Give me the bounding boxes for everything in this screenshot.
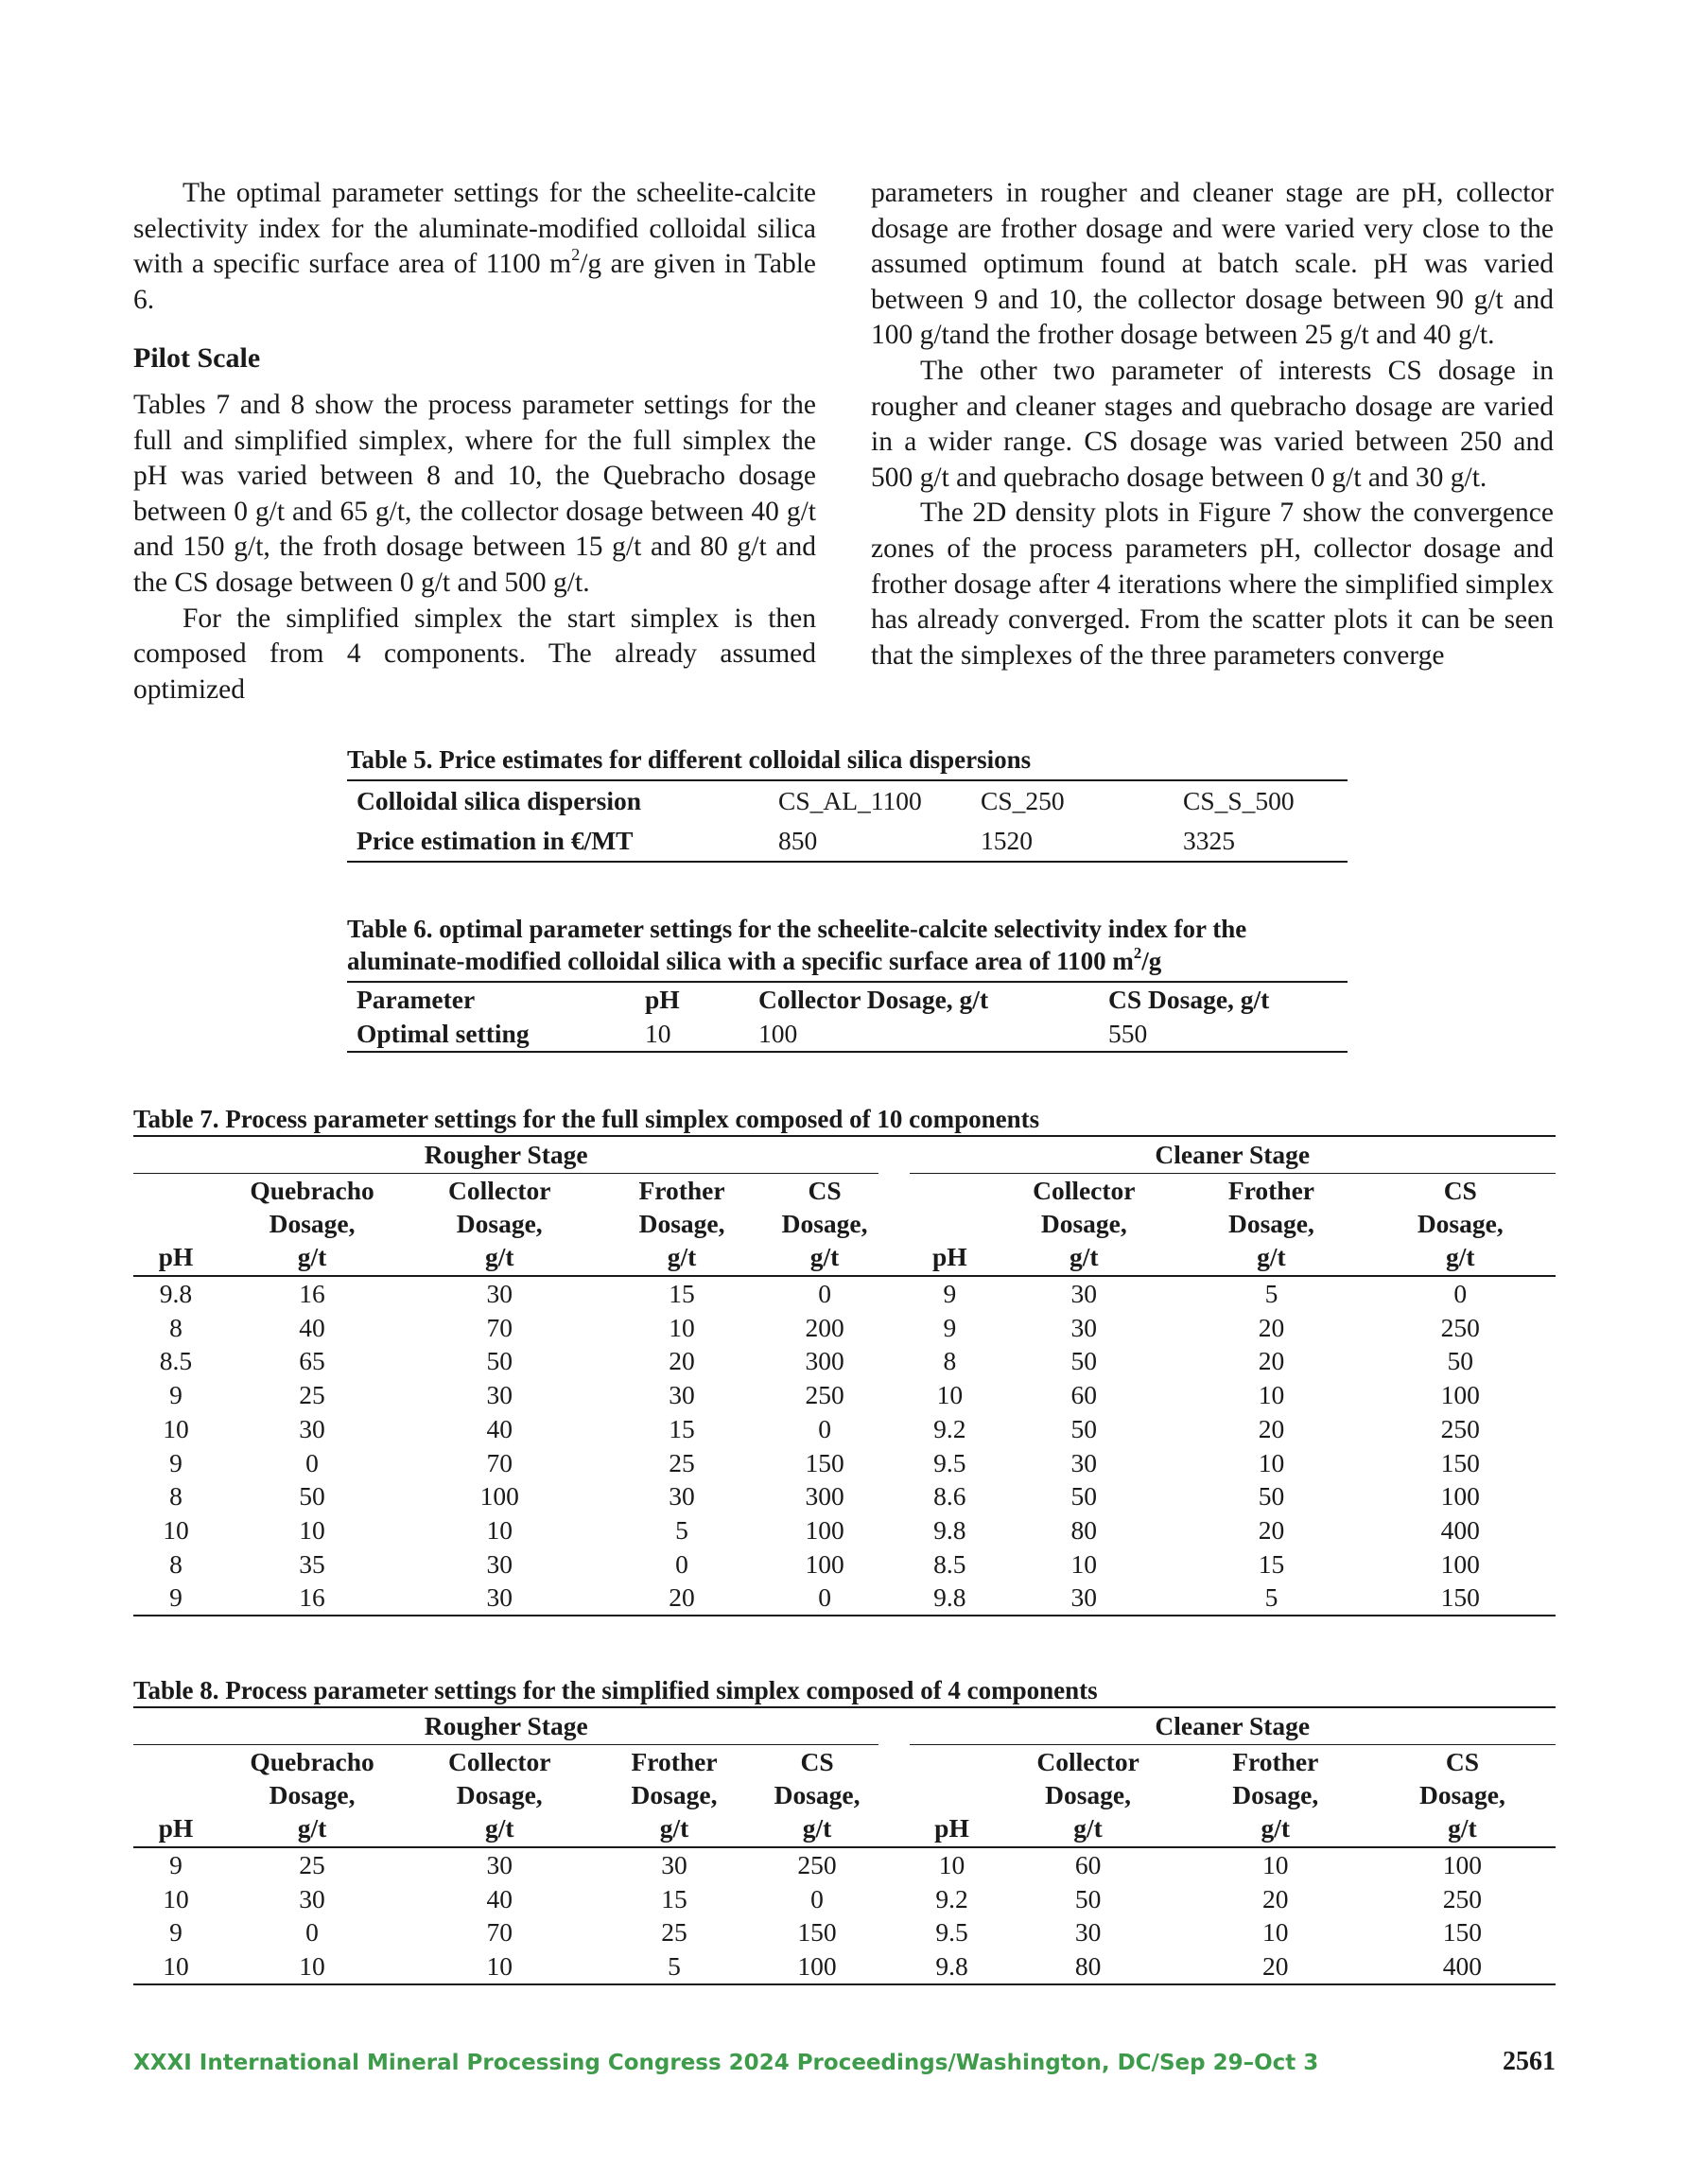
table-row <box>133 1547 1556 1581</box>
header-line: g/t <box>1257 1242 1286 1271</box>
table-cell: 5 <box>1264 1279 1278 1308</box>
header-line: g/t <box>809 1242 840 1271</box>
table-6-title-line2: aluminate-modified colloidal silica with a specific surface area of 1100 m <box>347 947 1134 975</box>
header-line: Frother <box>1227 1176 1315 1205</box>
header-line: Dosage, <box>456 1780 543 1809</box>
table-cell: 20 <box>1258 1346 1285 1376</box>
header-line: Dosage, <box>1045 1780 1132 1809</box>
table-row <box>133 1446 1556 1480</box>
table-cell: 60 <box>1074 1850 1102 1879</box>
header-line: Quebracho <box>250 1747 374 1776</box>
stage-gap <box>878 1547 909 1581</box>
paragraph-text: The optimal parameter settings for the scheelite-calcite selectivity index for the aluminate-modified colloidal silica with a specific surface area of 1100 m <box>133 178 816 280</box>
table-cell: 8.5 <box>933 1548 966 1579</box>
table-row <box>347 780 1348 821</box>
table-cell: 250 <box>797 1850 837 1879</box>
header-line: g/t <box>1261 1813 1291 1843</box>
header-line: Dosage, <box>1417 1209 1504 1238</box>
header-line: Dosage, <box>456 1209 543 1238</box>
col-header-ph: pH <box>910 1745 995 1848</box>
table-cell: 200 <box>805 1312 844 1342</box>
col-header-cs <box>756 1745 879 1848</box>
col-header-ph: pH <box>133 1745 218 1848</box>
table-cell: 150 <box>1365 1581 1556 1616</box>
table-cell: CS_S_500 <box>1183 786 1295 815</box>
col-header-quebracho <box>218 1745 406 1848</box>
header-line: Dosage, <box>1040 1209 1127 1238</box>
table-cell: 60 <box>1070 1380 1098 1410</box>
table-cell: 50 <box>1070 1346 1098 1376</box>
table-cell: 5 <box>593 1949 755 1984</box>
table-row <box>133 1949 1556 1984</box>
table-cell: 150 <box>805 1447 844 1477</box>
header-line: g/t <box>667 1242 697 1271</box>
table-cell: 850 <box>778 826 818 855</box>
table-row <box>133 1915 1556 1949</box>
table-7-title: Table 7. Process parameter settings for the full simplex composed of 10 components <box>133 1105 1040 1133</box>
table-cell: 0 <box>675 1548 688 1579</box>
table-cell: 10 <box>218 1949 406 1984</box>
table-cell: 10 <box>1258 1380 1285 1410</box>
table-cell: 300 <box>805 1481 844 1511</box>
header-line: g/t <box>297 1242 327 1271</box>
footer-conference-text: XXXI International Mineral Processing Congress 2024 Proceedings/Washington, DC/Sep 29–Oct 3 <box>133 2051 1319 2075</box>
table-cell: 15 <box>1258 1548 1285 1579</box>
table-cell: 50 <box>1258 1481 1285 1511</box>
right-column <box>871 176 1554 673</box>
table-6-grid <box>347 981 1348 1053</box>
section-heading-pilot-scale: Pilot Scale <box>133 342 261 375</box>
table-cell: 30 <box>299 1883 325 1913</box>
table-6-title <box>347 913 1348 977</box>
table-cell: 10 <box>1262 1917 1289 1948</box>
table-cell: 20 <box>1182 1949 1369 1984</box>
table-cell: 10 <box>936 1380 964 1410</box>
header-line: Dosage, <box>1418 1780 1505 1809</box>
stage-gap <box>878 1949 909 1984</box>
table-cell: 8 <box>943 1346 957 1376</box>
table-cell: 100 <box>1442 1850 1483 1879</box>
table-row <box>133 1344 1556 1378</box>
table-5-title: Table 5. Price estimates for different colloidal silica dispersions <box>347 745 1032 774</box>
table-cell: 25 <box>299 1380 325 1410</box>
table-cell: 10 <box>163 1883 189 1913</box>
table-cell: 9.5 <box>935 1917 968 1948</box>
stage-gap <box>878 1581 909 1616</box>
header-line: Dosage, <box>269 1209 356 1238</box>
stage-gap <box>878 1479 909 1513</box>
header-line: CS <box>808 1176 842 1205</box>
stage-gap <box>878 1378 909 1412</box>
header-line: g/t <box>1070 1242 1099 1271</box>
table-cell: 400 <box>1440 1514 1480 1545</box>
table-cell: 16 <box>218 1581 406 1616</box>
superscript: 2 <box>571 244 581 264</box>
paragraph-other-parameters: The other two parameter of interests CS dosage in rougher and cleaner stages and quebracho dosage are varied in a wider range. CS dosage was varied between 250 and 500 g/t and quebracho dosage between 0 g/t and 30 g/t. <box>871 355 1554 493</box>
stage-gap <box>878 1513 909 1547</box>
table-cell: 10 <box>1070 1548 1098 1579</box>
table-cell: Price estimation in €/MT <box>357 826 634 855</box>
paragraph-parameters: parameters in rougher and cleaner stage are pH, collector dosage are frother dosage and were varied very close to the assumed optimum found at batch scale. pH was varied between 9 and 10, the collector dosage between 90 g/t and 100 g/tand the frother dosage between 25 g/t and 40 g/t. <box>871 178 1554 351</box>
table-row <box>133 1479 1556 1513</box>
header-line: Dosage, <box>781 1209 868 1238</box>
table-cell: 30 <box>1074 1917 1102 1948</box>
col-header-collector <box>995 1745 1182 1848</box>
table-cell: 30 <box>1070 1279 1098 1308</box>
table-cell: 10 <box>645 1019 671 1048</box>
header-line: g/t <box>484 1813 514 1843</box>
table-6 <box>347 913 1348 1053</box>
table-row <box>133 1378 1556 1412</box>
table-cell: 20 <box>669 1346 695 1376</box>
table-cell: 10 <box>299 1514 325 1545</box>
table-cell: 9.5 <box>933 1447 966 1477</box>
table-cell: 150 <box>1440 1447 1480 1477</box>
table-cell: 250 <box>1440 1413 1480 1443</box>
column-header-row <box>133 1745 1556 1848</box>
header-line: g/t <box>297 1813 327 1843</box>
table-cell: 100 <box>1440 1548 1480 1579</box>
header-line: Dosage, <box>1232 1780 1319 1809</box>
table-cell: Optimal setting <box>357 1019 530 1048</box>
stage-gap <box>878 1707 909 1745</box>
rougher-stage-label: Rougher Stage <box>133 1707 878 1745</box>
table-row <box>133 1412 1556 1446</box>
table-cell: 9 <box>133 1581 218 1616</box>
stage-gap <box>878 1344 909 1378</box>
superscript: 2 <box>1133 943 1142 962</box>
stage-header-row <box>133 1707 1556 1745</box>
table-cell: 0 <box>1453 1279 1468 1308</box>
table-5-grid <box>347 779 1348 863</box>
stage-gap <box>878 1847 909 1882</box>
col-header-frother <box>593 1745 755 1848</box>
table-cell: 70 <box>486 1917 513 1948</box>
table-cell: 10 <box>163 1514 189 1545</box>
table-row <box>347 821 1348 862</box>
table-cell: 8.5 <box>159 1346 193 1376</box>
table-cell: 5 <box>1177 1581 1365 1616</box>
table-cell: 9.8 <box>159 1279 193 1308</box>
table-cell: 100 <box>479 1481 519 1511</box>
header-line: g/t <box>1445 1242 1475 1271</box>
table-8-body <box>133 1847 1556 1984</box>
table-cell: 80 <box>995 1949 1182 1984</box>
table-cell: 30 <box>299 1413 325 1443</box>
header-line: CS <box>800 1747 834 1776</box>
table-cell: 9.2 <box>935 1883 968 1913</box>
table-cell: 50 <box>1074 1883 1102 1913</box>
stage-gap <box>878 1446 909 1480</box>
header-line: Dosage, <box>631 1780 718 1809</box>
table-cell: 10 <box>133 1949 218 1984</box>
table-6-title-line1: Table 6. optimal parameter settings for the scheelite-calcite selectivity index for the <box>347 915 1247 943</box>
table-cell: 20 <box>1262 1883 1289 1913</box>
col-header-collector <box>406 1745 593 1848</box>
header-line: CS <box>1445 1747 1479 1776</box>
table-cell: 70 <box>486 1447 513 1477</box>
table-cell: 15 <box>661 1883 687 1913</box>
table-cell: CS_250 <box>981 786 1065 815</box>
table-cell: 3325 <box>1183 826 1235 855</box>
stage-gap <box>878 1915 909 1949</box>
table-8-title: Table 8. Process parameter settings for the simplified simplex composed of 4 components <box>133 1676 1098 1704</box>
table-cell: 100 <box>805 1514 844 1545</box>
col-header-cs <box>771 1174 879 1277</box>
table-cell: 10 <box>486 1514 513 1545</box>
table-cell: 250 <box>1440 1312 1480 1342</box>
table-cell: 8.6 <box>933 1481 966 1511</box>
stage-gap <box>878 1882 909 1916</box>
table-cell: 8 <box>169 1548 183 1579</box>
table-cell: 50 <box>1070 1481 1098 1511</box>
stage-gap <box>878 1276 909 1311</box>
table-7-body <box>133 1276 1556 1616</box>
header-line: Quebracho <box>250 1176 374 1205</box>
table-cell: 0 <box>771 1581 879 1616</box>
col-header-cs <box>1369 1745 1556 1848</box>
table-cell: 80 <box>1070 1514 1098 1545</box>
table-cell: 25 <box>299 1850 325 1879</box>
table-cell: 30 <box>661 1850 687 1879</box>
table-row <box>133 1513 1556 1547</box>
stage-header-row <box>133 1136 1556 1174</box>
header-line: CS <box>1443 1176 1477 1205</box>
table-8 <box>133 1674 1556 1985</box>
table-cell: 9.8 <box>910 1949 995 1984</box>
cleaner-stage-label: Cleaner Stage <box>910 1136 1556 1174</box>
table-cell: 30 <box>1070 1312 1098 1342</box>
table-cell: 40 <box>486 1883 513 1913</box>
table-cell: 10 <box>1258 1447 1285 1477</box>
table-header-cell: CS Dosage, g/t <box>1108 985 1270 1014</box>
paragraph-tables-7-8: Tables 7 and 8 show the process parameter settings for the full and simplified simplex, where for the full simplex the pH was varied between 8 and 10, the Quebracho dosage between 0 g/t and 65 g/t, the collector dosage between 40 g/t and 150 g/t, the froth dosage between 15 g/t and 80 g/t and the CS dosage between 0 g/t and 500 g/t. <box>133 389 816 598</box>
header-line: Dosage, <box>1228 1209 1314 1238</box>
table-header-cell: Collector Dosage, g/t <box>758 985 989 1014</box>
table-cell: CS_AL_1100 <box>778 786 922 815</box>
header-line: Frother <box>631 1747 718 1776</box>
left-column <box>133 176 816 708</box>
col-header-collector <box>990 1174 1177 1277</box>
table-cell: 10 <box>669 1312 695 1342</box>
table-cell: 20 <box>1258 1312 1285 1342</box>
table-cell: 250 <box>1442 1883 1483 1913</box>
stage-gap <box>878 1412 909 1446</box>
table-row <box>133 1882 1556 1916</box>
table-cell: 20 <box>1258 1413 1285 1443</box>
table-7-grid <box>133 1135 1556 1616</box>
header-line: Collector <box>448 1747 551 1776</box>
table-cell: 250 <box>805 1380 844 1410</box>
header-line: g/t <box>484 1242 514 1271</box>
table-cell: 9.8 <box>910 1581 991 1616</box>
table-cell: 30 <box>486 1380 513 1410</box>
col-header-frother <box>1182 1745 1369 1848</box>
header-line: Collector <box>1036 1747 1139 1776</box>
header-line: Frother <box>1232 1747 1319 1776</box>
table-cell: 50 <box>1070 1413 1098 1443</box>
table-cell: 0 <box>818 1279 831 1308</box>
table-cell: 9.2 <box>933 1413 966 1443</box>
table-row <box>347 1017 1348 1052</box>
paragraph-optimal-settings <box>133 176 816 318</box>
col-header-ph: pH <box>133 1174 218 1277</box>
table-cell: 8 <box>169 1312 183 1342</box>
table-cell: 30 <box>669 1481 695 1511</box>
table-7 <box>133 1103 1556 1616</box>
paragraph-text-end: /g are given in Table 6. <box>133 249 816 315</box>
table-cell: 50 <box>299 1481 325 1511</box>
table-cell: 0 <box>818 1413 831 1443</box>
table-cell: 9 <box>169 1850 183 1879</box>
table-cell: 5 <box>675 1514 688 1545</box>
table-5 <box>347 743 1348 863</box>
table-6-title-end: /g <box>1141 947 1162 975</box>
table-cell: 50 <box>1447 1346 1474 1376</box>
header-line: Collector <box>448 1176 551 1205</box>
table-cell: 30 <box>486 1548 513 1579</box>
table-cell: Colloidal silica dispersion <box>357 786 642 815</box>
table-cell: 100 <box>1440 1380 1480 1410</box>
table-cell: 20 <box>593 1581 770 1616</box>
table-cell: 100 <box>756 1949 879 1984</box>
table-cell: 15 <box>669 1279 695 1308</box>
table-cell: 0 <box>810 1883 824 1913</box>
table-cell: 10 <box>938 1850 965 1879</box>
table-cell: 10 <box>163 1413 189 1443</box>
col-header-frother <box>1177 1174 1365 1277</box>
table-row <box>133 1276 1556 1311</box>
table-cell: 30 <box>406 1581 593 1616</box>
header-line: Collector <box>1033 1176 1136 1205</box>
table-cell: 9 <box>943 1279 957 1308</box>
paragraph-density-plots: The 2D density plots in Figure 7 show the convergence zones of the process parameters pH, collector dosage and frother dosage after 4 iterations where the simplified simplex has already converged. From the scatter plots it can be seen that the simplexes of the three parameters converge <box>871 498 1554 671</box>
table-cell: 100 <box>1440 1481 1480 1511</box>
table-cell: 9 <box>169 1917 183 1948</box>
table-cell: 0 <box>305 1917 319 1948</box>
table-cell: 30 <box>1070 1447 1098 1477</box>
header-line: Dosage, <box>774 1780 861 1809</box>
col-header-frother <box>593 1174 770 1277</box>
rougher-stage-label: Rougher Stage <box>133 1136 878 1174</box>
table-cell: 30 <box>990 1581 1177 1616</box>
table-header-cell: pH <box>645 985 680 1014</box>
table-cell: 10 <box>406 1949 593 1984</box>
col-header-ph: pH <box>910 1174 991 1277</box>
table-header-cell: Parameter <box>357 985 476 1014</box>
table-cell: 1520 <box>981 826 1033 855</box>
table-cell: 9.8 <box>933 1514 966 1545</box>
table-header-row <box>347 982 1348 1017</box>
col-header-cs <box>1365 1174 1556 1277</box>
table-row <box>133 1311 1556 1345</box>
col-header-collector <box>406 1174 593 1277</box>
table-cell: 50 <box>486 1346 513 1376</box>
table-cell: 25 <box>661 1917 687 1948</box>
header-line: Dosage, <box>638 1209 725 1238</box>
page-footer <box>133 2045 1556 2083</box>
header-line: Frother <box>638 1176 725 1205</box>
table-cell: 9 <box>169 1447 183 1477</box>
column-header-row <box>133 1174 1556 1277</box>
table-cell: 9 <box>169 1380 183 1410</box>
header-line: g/t <box>802 1813 832 1843</box>
header-line: g/t <box>659 1813 689 1843</box>
table-cell: 550 <box>1108 1019 1148 1048</box>
stage-gap <box>878 1174 909 1277</box>
col-header-quebracho <box>218 1174 406 1277</box>
table-cell: 65 <box>299 1346 325 1376</box>
table-cell: 70 <box>486 1312 513 1342</box>
paragraph-simplified-simplex: For the simplified simplex the start simplex is then composed from 4 components. The already assumed optimized <box>133 603 816 705</box>
page-number: 2561 <box>1503 2047 1556 2076</box>
table-cell: 100 <box>805 1548 844 1579</box>
table-cell: 150 <box>797 1917 837 1948</box>
table-cell: 30 <box>669 1380 695 1410</box>
table-cell: 400 <box>1369 1949 1556 1984</box>
table-cell: 40 <box>486 1413 513 1443</box>
table-cell: 16 <box>299 1279 325 1308</box>
table-cell: 30 <box>486 1850 513 1879</box>
table-cell: 25 <box>669 1447 695 1477</box>
table-cell: 8 <box>169 1481 183 1511</box>
table-cell: 10 <box>1262 1850 1289 1879</box>
stage-gap <box>878 1311 909 1345</box>
table-cell: 150 <box>1442 1917 1483 1948</box>
table-row <box>133 1847 1556 1882</box>
table-cell: 20 <box>1258 1514 1285 1545</box>
table-cell: 100 <box>758 1019 798 1048</box>
table-cell: 40 <box>299 1312 325 1342</box>
header-line: g/t <box>1073 1813 1103 1843</box>
table-cell: 30 <box>486 1279 513 1308</box>
table-cell: 9 <box>943 1312 957 1342</box>
stage-gap <box>878 1136 909 1174</box>
table-cell: 0 <box>305 1447 319 1477</box>
table-8-grid <box>133 1706 1556 1985</box>
cleaner-stage-label: Cleaner Stage <box>910 1707 1556 1745</box>
header-line: Dosage, <box>269 1780 356 1809</box>
stage-gap <box>878 1745 909 1848</box>
header-line: g/t <box>1448 1813 1477 1843</box>
table-row <box>133 1581 1556 1616</box>
table-cell: 300 <box>805 1346 844 1376</box>
table-cell: 15 <box>669 1413 695 1443</box>
table-cell: 35 <box>299 1548 325 1579</box>
